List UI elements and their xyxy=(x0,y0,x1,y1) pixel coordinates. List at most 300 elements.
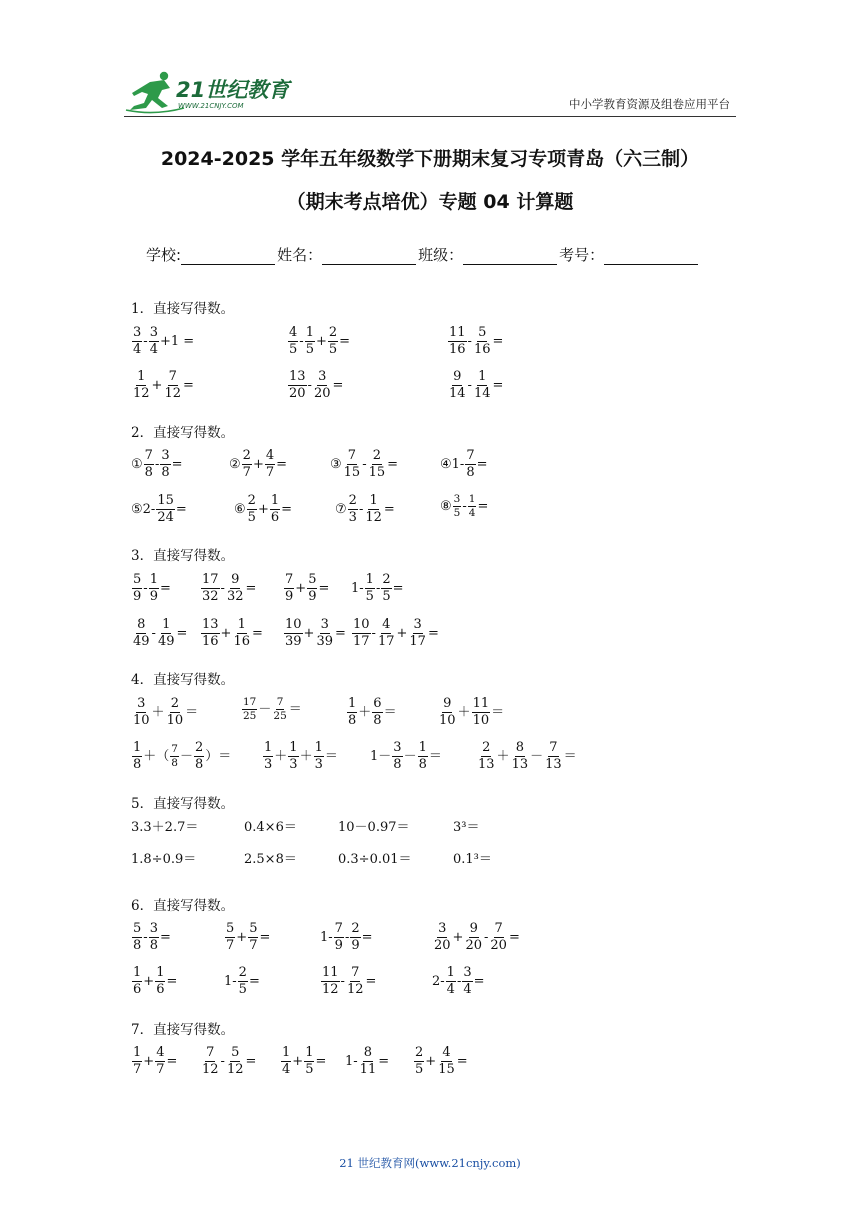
denominator: 12 xyxy=(133,385,150,401)
fraction xyxy=(270,494,280,524)
school-blank[interactable] xyxy=(181,248,275,265)
expression xyxy=(131,449,183,489)
denominator: 8 xyxy=(133,937,142,953)
numerator: 17 xyxy=(242,697,257,710)
denominator: 5 xyxy=(247,509,256,525)
numerator: 10 xyxy=(285,617,302,632)
fraction xyxy=(313,370,332,400)
fraction xyxy=(438,697,457,727)
denominator: 8 xyxy=(149,937,158,953)
name-blank[interactable] xyxy=(322,248,416,265)
operator-text: = xyxy=(318,580,330,596)
denominator: 12 xyxy=(322,981,339,997)
expression-row xyxy=(0,449,860,489)
number-label: 考号： xyxy=(559,246,605,264)
numerator: 1 xyxy=(133,740,142,755)
expression xyxy=(320,922,373,962)
site-logo xyxy=(124,70,294,114)
question-label: 1．直接写得数。 xyxy=(131,301,235,317)
expression xyxy=(287,370,343,410)
operator-text: ② xyxy=(229,456,241,472)
operator-text: 1- xyxy=(320,929,333,945)
denominator: 20 xyxy=(289,385,306,401)
operator-text: + xyxy=(252,456,264,472)
operator-text: 2- xyxy=(432,973,445,989)
fraction xyxy=(132,370,151,400)
expression xyxy=(432,922,520,962)
expression xyxy=(200,1046,256,1086)
operator-text: - xyxy=(220,580,225,596)
expression xyxy=(437,697,504,737)
operator-text: = xyxy=(259,929,271,945)
numerator: 7 xyxy=(276,697,285,710)
operator-text: = xyxy=(332,377,344,393)
denominator: 20 xyxy=(465,937,482,953)
operator-text: = xyxy=(339,333,351,349)
denominator: 16 xyxy=(449,341,466,357)
fraction xyxy=(468,494,477,519)
expression xyxy=(224,922,270,962)
numerator: 2 xyxy=(242,448,251,463)
numerator: 3 xyxy=(463,965,472,980)
numerator: 1 xyxy=(478,369,487,384)
expression xyxy=(338,853,412,893)
numerator: 4 xyxy=(289,325,298,340)
numerator: 2 xyxy=(170,696,179,711)
fraction xyxy=(194,741,204,771)
operator-text: = xyxy=(281,501,293,517)
operator-text: 2.5×8＝ xyxy=(244,852,297,867)
fraction xyxy=(346,966,365,996)
page-title-line2: （期末考点培优）专题 04 计算题 xyxy=(286,191,574,213)
fraction xyxy=(377,618,396,648)
fraction xyxy=(242,697,257,722)
denominator: 4 xyxy=(282,1061,291,1077)
operator-text: = xyxy=(361,929,373,945)
expression xyxy=(413,1046,468,1086)
number-blank[interactable] xyxy=(604,248,698,265)
numerator: 9 xyxy=(443,696,452,711)
denominator: 11 xyxy=(359,1061,377,1077)
numerator: 1 xyxy=(137,369,146,384)
denominator: 39 xyxy=(285,633,302,649)
expression xyxy=(370,741,442,781)
operator-text: － xyxy=(258,702,272,718)
operator-text: = xyxy=(392,580,404,596)
question-label: 5．直接写得数。 xyxy=(131,796,235,812)
operator-text: ＝ xyxy=(428,748,442,764)
numerator: 17 xyxy=(202,572,219,587)
fraction xyxy=(288,326,298,356)
numerator: 4 xyxy=(382,617,391,632)
numerator: 3 xyxy=(149,921,158,936)
numerator: 5 xyxy=(133,572,142,587)
denominator: 3 xyxy=(314,756,323,772)
denominator: 32 xyxy=(202,588,219,604)
numerator: 7 xyxy=(494,921,503,936)
fraction xyxy=(343,449,362,479)
denominator: 10 xyxy=(472,712,490,728)
fraction xyxy=(226,1046,245,1076)
expression xyxy=(476,741,577,781)
operator-text: - xyxy=(344,929,350,945)
denominator: 13 xyxy=(478,756,495,772)
fraction xyxy=(155,966,165,996)
expression xyxy=(283,618,346,658)
numerator: 7 xyxy=(206,1045,215,1060)
operator-text: - xyxy=(220,1053,225,1069)
denominator: 16 xyxy=(473,341,491,357)
numerator: 1 xyxy=(314,740,323,755)
expression xyxy=(200,618,263,658)
fraction xyxy=(288,741,298,771)
operator-text: = xyxy=(476,456,488,472)
fraction xyxy=(272,697,287,722)
operator-text: + xyxy=(425,1053,437,1069)
expression xyxy=(262,741,338,781)
operator-text: - xyxy=(154,456,160,472)
denominator: 12 xyxy=(226,1061,244,1077)
numerator: 7 xyxy=(351,965,360,980)
operator-text: = xyxy=(387,456,399,472)
expression xyxy=(131,494,187,534)
operator-text: +1 = xyxy=(159,333,195,349)
numerator: 8 xyxy=(515,740,524,755)
denominator: 49 xyxy=(157,633,175,649)
operator-text: + xyxy=(396,625,408,641)
fraction xyxy=(157,618,176,648)
fraction xyxy=(446,966,456,996)
fraction xyxy=(149,573,159,603)
expression xyxy=(320,966,376,1006)
operator-text: = xyxy=(383,501,395,517)
fraction xyxy=(477,741,496,771)
operator-text: ＝ xyxy=(491,704,505,720)
fraction xyxy=(465,449,475,479)
page-title-line1: 2024-2025 学年五年级数学下册期末复习专项青岛（六三制） xyxy=(160,148,700,170)
operator-text: - xyxy=(456,973,462,989)
numerator: 11 xyxy=(472,696,490,711)
operator-text: + xyxy=(452,929,464,945)
fraction xyxy=(453,494,462,519)
fraction xyxy=(365,573,375,603)
question-label: 4．直接写得数。 xyxy=(131,672,235,688)
operator-text: 10－0.97＝ xyxy=(338,820,410,835)
numerator: 5 xyxy=(226,921,235,936)
denominator: 3 xyxy=(264,756,273,772)
operator-text: - xyxy=(462,499,467,515)
denominator: 8 xyxy=(373,712,382,728)
operator-text: - xyxy=(371,625,376,641)
denominator: 7 xyxy=(133,1061,142,1077)
expression xyxy=(131,1046,177,1086)
denominator: 8 xyxy=(418,756,427,772)
denominator: 14 xyxy=(449,385,466,401)
numerator: 5 xyxy=(478,325,487,340)
fraction xyxy=(132,618,151,648)
denominator: 20 xyxy=(313,385,331,401)
fraction xyxy=(149,922,159,952)
fraction xyxy=(328,326,338,356)
numerator: 2 xyxy=(195,740,204,755)
numerator: 9 xyxy=(453,369,462,384)
expression xyxy=(200,573,256,613)
denominator: 4 xyxy=(149,341,158,357)
operator-text: - xyxy=(340,973,345,989)
operator-text: ＝ xyxy=(324,748,338,764)
fraction xyxy=(489,922,508,952)
denominator: 8 xyxy=(144,464,153,480)
operator-text: － xyxy=(179,748,193,764)
question-label: 2．直接写得数。 xyxy=(131,425,235,441)
fraction xyxy=(307,573,317,603)
denominator: 12 xyxy=(346,981,364,997)
fraction xyxy=(132,326,142,356)
numerator: 3 xyxy=(320,617,329,632)
fraction xyxy=(347,697,357,727)
denominator: 4 xyxy=(468,507,476,520)
denominator: 7 xyxy=(156,1061,165,1077)
denominator: 16 xyxy=(202,633,219,649)
numerator: 4 xyxy=(265,448,275,463)
operator-text: 0.1³＝ xyxy=(453,852,492,867)
denominator: 4 xyxy=(133,341,142,357)
expression xyxy=(241,697,302,737)
operator-text: = xyxy=(276,456,288,472)
fraction xyxy=(155,1046,165,1076)
denominator: 32 xyxy=(226,588,244,604)
fraction xyxy=(364,494,383,524)
operator-text: + xyxy=(151,377,163,393)
operator-text: ＝ xyxy=(383,704,397,720)
name-label: 姓名： xyxy=(277,246,323,264)
expression-row xyxy=(0,697,860,737)
fraction xyxy=(305,326,315,356)
fraction xyxy=(149,326,159,356)
expression xyxy=(346,697,397,737)
numerator: 3 xyxy=(161,448,170,463)
operator-text: 3.3＋2.7＝ xyxy=(131,820,199,835)
denominator: 5 xyxy=(305,1061,314,1077)
fraction xyxy=(414,1046,424,1076)
expression xyxy=(351,618,439,658)
fraction xyxy=(464,922,483,952)
numerator: 1 xyxy=(305,325,314,340)
numerator: 2 xyxy=(348,493,357,508)
operator-text: = xyxy=(335,625,346,641)
operator-text: - xyxy=(143,333,148,349)
numerator: 3 xyxy=(137,696,146,711)
fraction xyxy=(372,697,382,727)
numerator: 3 xyxy=(453,494,462,507)
denominator: 10 xyxy=(166,712,184,728)
expression xyxy=(287,326,350,366)
numerator: 7 xyxy=(168,369,177,384)
numerator: 15 xyxy=(157,493,174,508)
operator-text: = xyxy=(248,973,260,989)
operator-text: ⑤2- xyxy=(131,501,156,517)
fraction xyxy=(321,966,340,996)
operator-text: = xyxy=(365,973,377,989)
denominator: 7 xyxy=(265,464,275,480)
numerator: 13 xyxy=(289,369,306,384)
expression-row xyxy=(0,326,860,366)
denominator: 5 xyxy=(328,341,338,357)
expression xyxy=(131,697,198,737)
question-label: 3．直接写得数。 xyxy=(131,548,235,564)
expression xyxy=(244,853,297,893)
numerator: 1 xyxy=(418,740,427,755)
numerator: 1 xyxy=(468,494,477,507)
denominator: 13 xyxy=(511,756,529,772)
logo-text: 21世纪教育 xyxy=(176,78,290,102)
expression xyxy=(330,449,398,489)
operator-text: - xyxy=(143,580,148,596)
numerator: 2 xyxy=(415,1045,424,1060)
numerator: 5 xyxy=(308,572,317,587)
fraction xyxy=(472,697,491,727)
numerator: 3 xyxy=(393,740,402,755)
fraction xyxy=(433,922,452,952)
denominator: 24 xyxy=(157,509,174,525)
fraction xyxy=(544,741,563,771)
numerator: 3 xyxy=(413,617,422,632)
denominator: 5 xyxy=(305,341,314,357)
fraction xyxy=(473,326,492,356)
fraction xyxy=(352,618,371,648)
numerator: 7 xyxy=(466,448,475,463)
fraction xyxy=(132,1046,142,1076)
fraction xyxy=(368,449,387,479)
expression xyxy=(440,449,488,489)
operator-text: = xyxy=(171,456,183,472)
denominator: 7 xyxy=(249,937,258,953)
denominator: 4 xyxy=(446,981,455,997)
expression xyxy=(335,494,395,534)
operator-text: + xyxy=(143,973,155,989)
denominator: 8 xyxy=(393,756,402,772)
operator-text: = xyxy=(159,580,171,596)
expression-row xyxy=(0,741,860,781)
fraction xyxy=(511,741,530,771)
fraction xyxy=(334,922,344,952)
expression xyxy=(345,1046,389,1086)
fraction xyxy=(381,573,391,603)
expression-row xyxy=(0,922,860,962)
fraction xyxy=(473,370,492,400)
expression xyxy=(280,1046,326,1086)
operator-text: = xyxy=(159,929,171,945)
expression xyxy=(283,573,329,613)
operator-text: 3³＝ xyxy=(453,820,480,835)
operator-text: ⑥ xyxy=(234,501,246,517)
fraction xyxy=(392,741,402,771)
operator-text: = xyxy=(176,625,188,641)
operator-text: ＝ xyxy=(563,748,577,764)
operator-text: ＝ xyxy=(185,704,199,720)
denominator: 12 xyxy=(365,509,382,525)
operator-text: = xyxy=(166,973,178,989)
fraction xyxy=(163,370,182,400)
denominator: 20 xyxy=(434,937,451,953)
operator-text: ＋ xyxy=(274,748,288,764)
numerator: 4 xyxy=(442,1045,451,1060)
numerator: 11 xyxy=(322,965,339,980)
denominator: 10 xyxy=(439,712,456,728)
expression xyxy=(131,922,171,962)
class-blank[interactable] xyxy=(463,248,557,265)
fraction xyxy=(156,494,175,524)
expression-row xyxy=(0,966,860,1006)
expression xyxy=(131,326,194,366)
operator-text: ＝ xyxy=(288,702,302,718)
operator-text: ③ xyxy=(330,456,342,472)
expression xyxy=(447,370,503,410)
operator-text: + xyxy=(236,929,248,945)
operator-text: + xyxy=(303,625,315,641)
operator-text: = xyxy=(477,499,489,515)
denominator: 25 xyxy=(243,710,257,723)
denominator: 9 xyxy=(351,937,360,953)
numerator: 11 xyxy=(449,325,466,340)
expression xyxy=(432,966,485,1006)
numerator: 1 xyxy=(264,740,273,755)
denominator: 5 xyxy=(382,588,391,604)
operator-text: － xyxy=(403,748,417,764)
operator-text: ⑧ xyxy=(440,499,452,515)
denominator: 12 xyxy=(202,1061,219,1077)
expression xyxy=(229,449,287,489)
numerator: 3 xyxy=(438,921,447,936)
fraction xyxy=(263,741,273,771)
operator-text: = xyxy=(166,1053,178,1069)
operator-text: + xyxy=(295,580,307,596)
numerator: 1 xyxy=(289,740,298,755)
fraction xyxy=(201,573,220,603)
expression xyxy=(131,573,171,613)
numerator: 1 xyxy=(369,493,378,508)
numerator: 1 xyxy=(149,572,158,587)
numerator: 7 xyxy=(334,921,343,936)
numerator: 7 xyxy=(144,448,153,463)
operator-text: ＋ xyxy=(358,704,372,720)
numerator: 10 xyxy=(353,617,370,632)
denominator: 3 xyxy=(348,509,357,525)
denominator: 20 xyxy=(490,937,507,953)
numerator: 2 xyxy=(328,325,338,340)
fraction xyxy=(448,326,467,356)
fraction xyxy=(238,966,248,996)
denominator: 5 xyxy=(365,588,374,604)
expression xyxy=(224,966,260,1006)
numerator: 2 xyxy=(372,448,382,463)
numerator: 2 xyxy=(351,921,360,936)
operator-text: ① xyxy=(131,456,143,472)
fraction xyxy=(170,744,179,769)
denominator: 5 xyxy=(415,1061,424,1077)
fraction xyxy=(281,1046,291,1076)
denominator: 5 xyxy=(289,341,298,357)
denominator: 10 xyxy=(133,712,150,728)
expression xyxy=(351,573,404,613)
expression-row xyxy=(0,618,860,658)
operator-text: + xyxy=(315,333,327,349)
operator-text: － xyxy=(530,748,544,764)
numerator: 1 xyxy=(348,696,357,711)
numerator: 7 xyxy=(347,448,357,463)
operator-text: - xyxy=(307,377,312,393)
question-label: 6．直接写得数。 xyxy=(131,898,235,914)
